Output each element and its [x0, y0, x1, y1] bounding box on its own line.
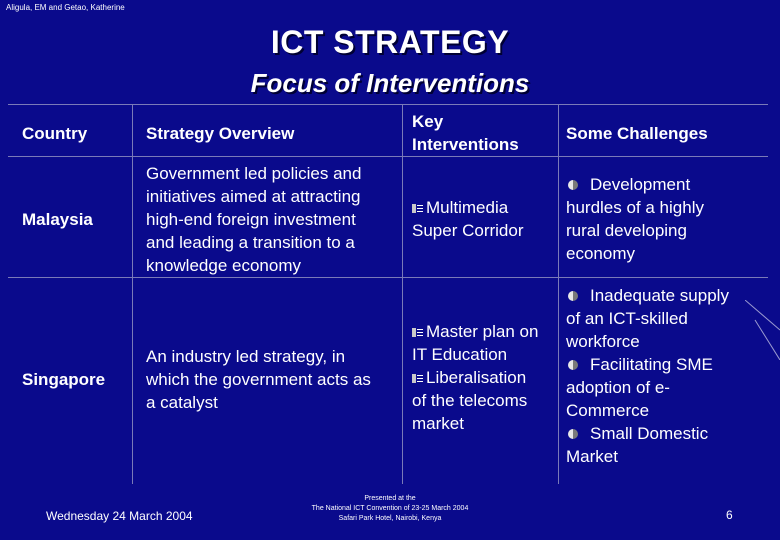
intervention-line [412, 320, 538, 343]
challenge-text: Facilitating SME [590, 355, 713, 374]
header-some-challenges: Some Challenges [566, 124, 708, 143]
slide-subtitle: Focus of Interventions [250, 68, 530, 98]
footer-venue-line: Safari Park Hotel, Nairobi, Kenya [338, 515, 442, 522]
intervention-line: IT Education [412, 345, 508, 364]
intervention-item [412, 320, 538, 366]
strategy-line: An industry led strategy, in [146, 347, 346, 366]
strategy-malaysia [146, 162, 361, 277]
strategy-line: Government led policies and [146, 164, 362, 183]
challenge-line: adoption of e- [566, 378, 670, 397]
challenge-line: economy [566, 244, 635, 263]
challenge-text: Inadequate supply [590, 286, 729, 305]
challenges-singapore [566, 284, 729, 468]
table-divider-3 [558, 104, 559, 484]
list-bullet-icon [412, 328, 423, 337]
round-bullet-icon [568, 291, 578, 301]
strategy-line: and leading a transition to a [146, 233, 355, 252]
challenge-line: hurdles of a highly [566, 198, 704, 217]
interventions-table [8, 104, 768, 484]
footer-date: Wednesday 24 March 2004 [46, 509, 193, 523]
table-divider-1 [132, 104, 133, 484]
table-rule-row1 [8, 277, 768, 278]
strategy-line: a catalyst [146, 393, 218, 412]
challenge-line: Commerce [566, 401, 650, 420]
strategy-line: knowledge economy [146, 256, 301, 275]
intervention-item [412, 196, 524, 242]
header-key-interventions-line: Key [412, 112, 444, 131]
author-credit: Aligula, EM and Getao, Katherine [6, 3, 125, 12]
round-bullet-icon [568, 429, 578, 439]
challenge-line [566, 353, 729, 376]
header-key-interventions-line: Interventions [412, 135, 519, 154]
strategy-line: high-end foreign investment [146, 210, 356, 229]
challenge-line [566, 284, 729, 307]
header-country: Country [22, 124, 88, 143]
interventions-malaysia [412, 196, 524, 242]
challenge-item [566, 422, 729, 468]
footer-venue-line: The National ICT Convention of 23-25 March 2004 [311, 505, 469, 512]
footer-venue-line: Presented at the [364, 495, 416, 502]
intervention-text: Master plan on [426, 322, 539, 341]
challenge-item [566, 173, 704, 265]
country-malaysia: Malaysia [22, 210, 93, 229]
intervention-item [412, 366, 538, 435]
intervention-line: market [412, 414, 464, 433]
challenge-text: Development [590, 175, 691, 194]
list-bullet-icon [412, 374, 423, 383]
strategy-line: initiatives aimed at attracting [146, 187, 361, 206]
footer-venue [280, 494, 500, 524]
interventions-singapore [412, 320, 538, 435]
intervention-line: of the telecoms [412, 391, 528, 410]
challenges-malaysia [566, 173, 704, 265]
header-strategy-overview: Strategy Overview [146, 124, 295, 143]
table-rule-header [8, 156, 768, 157]
header-key-interventions [412, 110, 519, 156]
strategy-line: which the government acts as [146, 370, 371, 389]
round-bullet-icon [568, 180, 578, 190]
country-singapore: Singapore [22, 370, 106, 389]
challenge-line: of an ICT-skilled [566, 309, 688, 328]
challenge-line [566, 173, 704, 196]
challenge-item [566, 353, 729, 422]
challenge-item [566, 284, 729, 353]
corner-decoration [745, 300, 780, 360]
challenge-text: Small Domestic [590, 424, 709, 443]
challenge-line [566, 422, 729, 445]
table-divider-2 [402, 104, 403, 484]
round-bullet-icon [568, 360, 578, 370]
challenge-line: rural developing [566, 221, 687, 240]
strategy-singapore [146, 345, 371, 414]
challenge-line: Market [566, 447, 618, 466]
intervention-text: Liberalisation [426, 368, 527, 387]
challenge-line: workforce [566, 332, 640, 351]
intervention-line [412, 366, 538, 389]
page-number: 6 [726, 508, 733, 522]
intervention-text: Multimedia [426, 198, 509, 217]
intervention-line: Super Corridor [412, 221, 524, 240]
table-rule-top [8, 104, 768, 105]
slide-title: ICT STRATEGY [270, 24, 510, 60]
list-bullet-icon [412, 204, 423, 213]
intervention-line [412, 196, 524, 219]
